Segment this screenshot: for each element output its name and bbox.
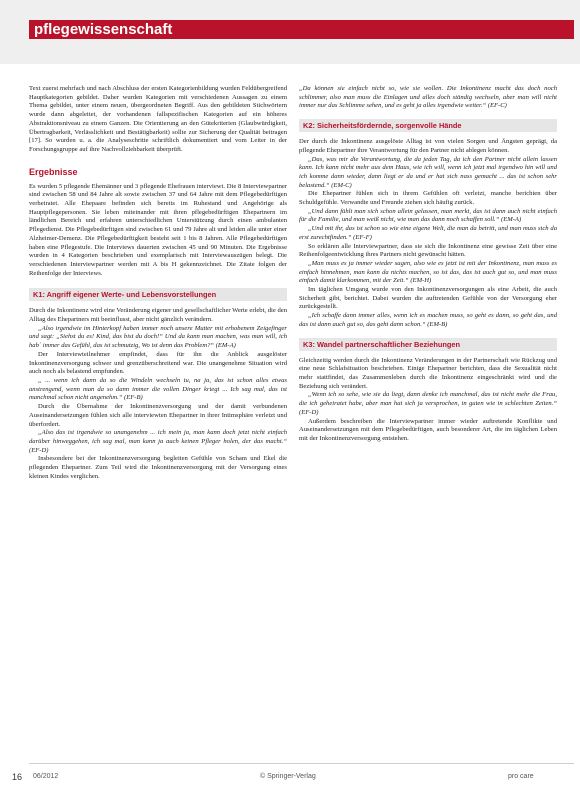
quote: „Also irgendwie im Hinterkopf haben immer noch unsere Mutter mit erhobenem Zeigefinger und sagt: „Siehst du es! Kind, das bist du doch!“ Und da kann man machen, was man will, ich hab´ immer das Gefühl, das ist schmutzig, Wo ist denn das Problem?“ (EM-A) — [29, 324, 287, 350]
quote: „Ich schaffe dann immer alles, wenn ich es machen muss, so geht es dann, so geht das, und das ist dann auch gut so, das geht dann schon.“ (EM-B) — [299, 312, 557, 328]
quote: „Das, was mir die Verantwortung, die da jeden Tag, da ich den Partner nicht allein lassen kann. Ich kann nicht mehr aus dem Haus, wie ich will, wenn ich jetzt mal irgendwo hin will und ich komme dann wieder, dann liegt er da und er hat sich nass gemacht ... das ist schon sehr belastend.“ (EM-C) — [299, 155, 557, 189]
section-banner — [29, 20, 574, 39]
issue-label: 06/2012 — [33, 773, 59, 780]
heading-ergebnisse: Ergebnisse — [29, 166, 78, 177]
paragraph: Text zuerst mehrfach und nach Abschluss der ersten Kategorienbildung wurden Feldübergreifend Hauptkategorien gebildet. Daher wurden Kategorien mit verschiedenen Aussagen zu einem Thema gebildet, unter einem neuen, übergeordneten Begriff. Aus den gebildeten Stichwörtern wurde dann abgeleitet, der vorhandenen fallspezifischen Kategorien auf ein höheres Abstraktionsniveau zu einem Ganzen. Die Orientierung an den Gütekriterien (Glaubwürdigkeit, Übertragbarkeit, Verlässlichkeit und Bestätigbarkeit) sollte zur Sicherung der Qualität beitragen [17]. So wurden u. a. die Analyseschritte schriftlich dokumentiert und vom Leiter in der Forschungsgruppe auf ihre Nachvollziehbarkeit überprüft. — [29, 85, 287, 153]
subheading-k2: K2: Sicherheitsfördernde, sorgenvolle Hände — [299, 119, 557, 132]
paragraph: Der durch die Inkontinenz ausgelöste Alltag ist von vielen Sorgen und Ängsten geprägt, da pflegende Ehepartner ihre Verantwortung für den Partner nicht ablegen können. — [299, 138, 557, 154]
footer-divider — [29, 763, 574, 764]
quote: „Man muss es ja immer wieder sagen, also wie es jetzt ist mit der Inkontinenz, man muss es einfach hinnehmen, man kann da nichts machen, so ist das, das ist auch gut so, und man muss einfach damit klarkommen, mit der Zeit.“ (EM-H) — [299, 259, 557, 285]
quote: „Wenn ich so sehe, wie sie da liegt, dann denke ich manchmal, das ist nicht mehr die Frau, die ich geheiratet habe, aber man hat sich ja versprochen, in guten wie in schlechten Zeiten.“ (EF-D) — [299, 391, 557, 416]
page-number: 16 — [12, 772, 23, 782]
page-header — [0, 0, 580, 64]
paragraph: Außerdem beschreiben die Interviewpartner immer wieder auftretende Konflikte und Auseinandersetzungen mit dem Pflegebedürftigen, auch besonderer Art, die im täglichen Leben mit der Inkontinenzversorgung entstehen. — [299, 417, 557, 442]
right-column — [299, 85, 557, 750]
magazine-label: pro care — [508, 773, 534, 780]
paragraph: Gleichzeitig werden durch die Inkontinenz Veränderungen in der Partnerschaft wie Rückzug und eine neue Schlafsituation beschrieben. Einige Ehepartner berichten, dass die Sexualität nicht mehr stattfindet, das Zusammenleben durch die Inkontinenz eingeschränkt wird und die Beziehung sich verändert. — [299, 356, 557, 390]
paragraph: So erklären alle Interviewpartner, dass sie sich die Inkontinenz eine gewisse Zeit über eine Reihenfolgeentwicklung ihres Partners nicht gewünscht hätten. — [299, 242, 557, 259]
section-title: pflegewissenschaft — [34, 21, 173, 38]
paragraph: Im täglichen Umgang wurde von den Inkontinenzversorgungen als eine Arbeit, die auch Sicherheit gibt, berichtet. Dabei wurden die auftretenden Gefühle von der Versorgung eher zurückgestellt. — [299, 286, 557, 311]
quote: „Und dann fühlt man sich schon allein gelassen, man merkt, das ist dann auch nicht einfach für die Familie, und man weiß nicht, wie man das dann noch schaffen soll.“ (EM-A) — [299, 207, 557, 224]
quote: „Also das ist irgendwie so unangenehm ... ich mein ja, man kann doch jetzt nicht einfach darüber hinweggehen, ich sag mal, man kann ja auch keinen Pfleger holen, der das macht.“ (EF-D) — [29, 429, 287, 454]
quote: „Da können sie einfach nicht so, wie sie wollen. Die Inkontinenz macht das doch noch schlimmer, also man muss die Einlagen und alles doch ständig wechseln, aber man will nicht immer nur das Schlimme sehen, und es geht ja alles irgendwie weiter.“ (EF-C) — [299, 85, 557, 110]
subheading-k1: K1: Angriff eigener Werte- und Lebensvorstellungen — [29, 288, 287, 301]
paragraph: Der Interviewteilnehmer empfindet, dass für ihn die Anblick ausgelöster Inkontinenzversorgung schwer und grenzüberschreitend war. Die unangenehme Situation wird auch noch als belastend empfunden. — [29, 350, 287, 376]
paragraph: Durch die Übernahme der Inkontinenzversorgung und der damit verbundenen Auseinandersetzungen fühlen sich alle interviewten Ehepartner in ihrer Intimsphäre verletzt und überfordert. — [29, 403, 287, 428]
paragraph: Es wurden 5 pflegende Ehemänner und 3 pflegende Ehefrauen interviewt. Die 8 Interviewpartner sind zwischen 58 und 84 Jahre alt sowie zwischen 37 und 64 Jahre mit dem Pflegebedürftigen verheiratet. Alle Ehepaare befinden sich bereits im Ruhestand und Angehörige als Hauptpflegepersonen. Sie leben miteinander mit ihren pflegebedürftigen Ehepartnern im ländlichen Bereich und erfahren unterschiedlichen Unterstützung durch einen ambulanten Pflegedienst. Die Pflegebedürftigen sind zwischen 61 und 79 Jahre alt und leiden alle unter einer Alzheimer-Demenz. Die Pflegebedürftigkeit besteht seit 1 bis 8 Jahren. Alle Pflegebedürftigen haben eine Pflegestufe. Die Interviews dauerten zwischen 45 und 90 Minuten. Die Ergebnisse wurden in 4 Kategorien beschrieben und exemplarisch mit Interviewauszügen belegt. Die verschiedenen Interviewpartner werden mit A bis H gekennzeichnet. Die Zitate folgen der Reihenfolge der Interviews. — [29, 182, 287, 277]
paragraph: Insbesondere bei der Inkontinenzversorgung begleiten Gefühle von Scham und Ekel die pflegenden Ehepartner. Zum Teil wird die Inkontinenzversorgung mit der Versorgung eines kleinen Kindes verglichen. — [29, 455, 287, 480]
page-footer — [0, 766, 580, 788]
quote: „Und mit ihr, das ist schon so wie eine eigene Welt, die man da betritt, und man muss sich da erst zurechtfinden.“ (EF-F) — [299, 225, 557, 241]
left-column — [29, 85, 287, 750]
subheading-k3: K3: Wandel partnerschaftlicher Beziehungen — [299, 338, 557, 351]
paragraph: Die Ehepartner fühlen sich in ihrem Gefühlen oft verletzt, manche berichten über Schuldgefühle. Verwandte und Freunde ziehen sich häufig zurück. — [299, 190, 557, 207]
paragraph: Durch die Inkontinenz wird eine Veränderung eigener und gesellschaftlicher Werte erlebt, die den Alltag des Ehepartners mit beeinflusst, aber nicht gänzlich verändern. — [29, 307, 287, 324]
quote: „ ... wenn ich dann da so die Windeln wechseln tu, na ja, das ist schon alles etwas anstrengend, wenn man da so dann immer die vollen Dinger kriegt ... Ich sag mal, das ist manchmal schon nicht angenehm.“ (EF-B) — [29, 376, 287, 402]
publisher-label: © Springer-Verlag — [260, 773, 316, 780]
